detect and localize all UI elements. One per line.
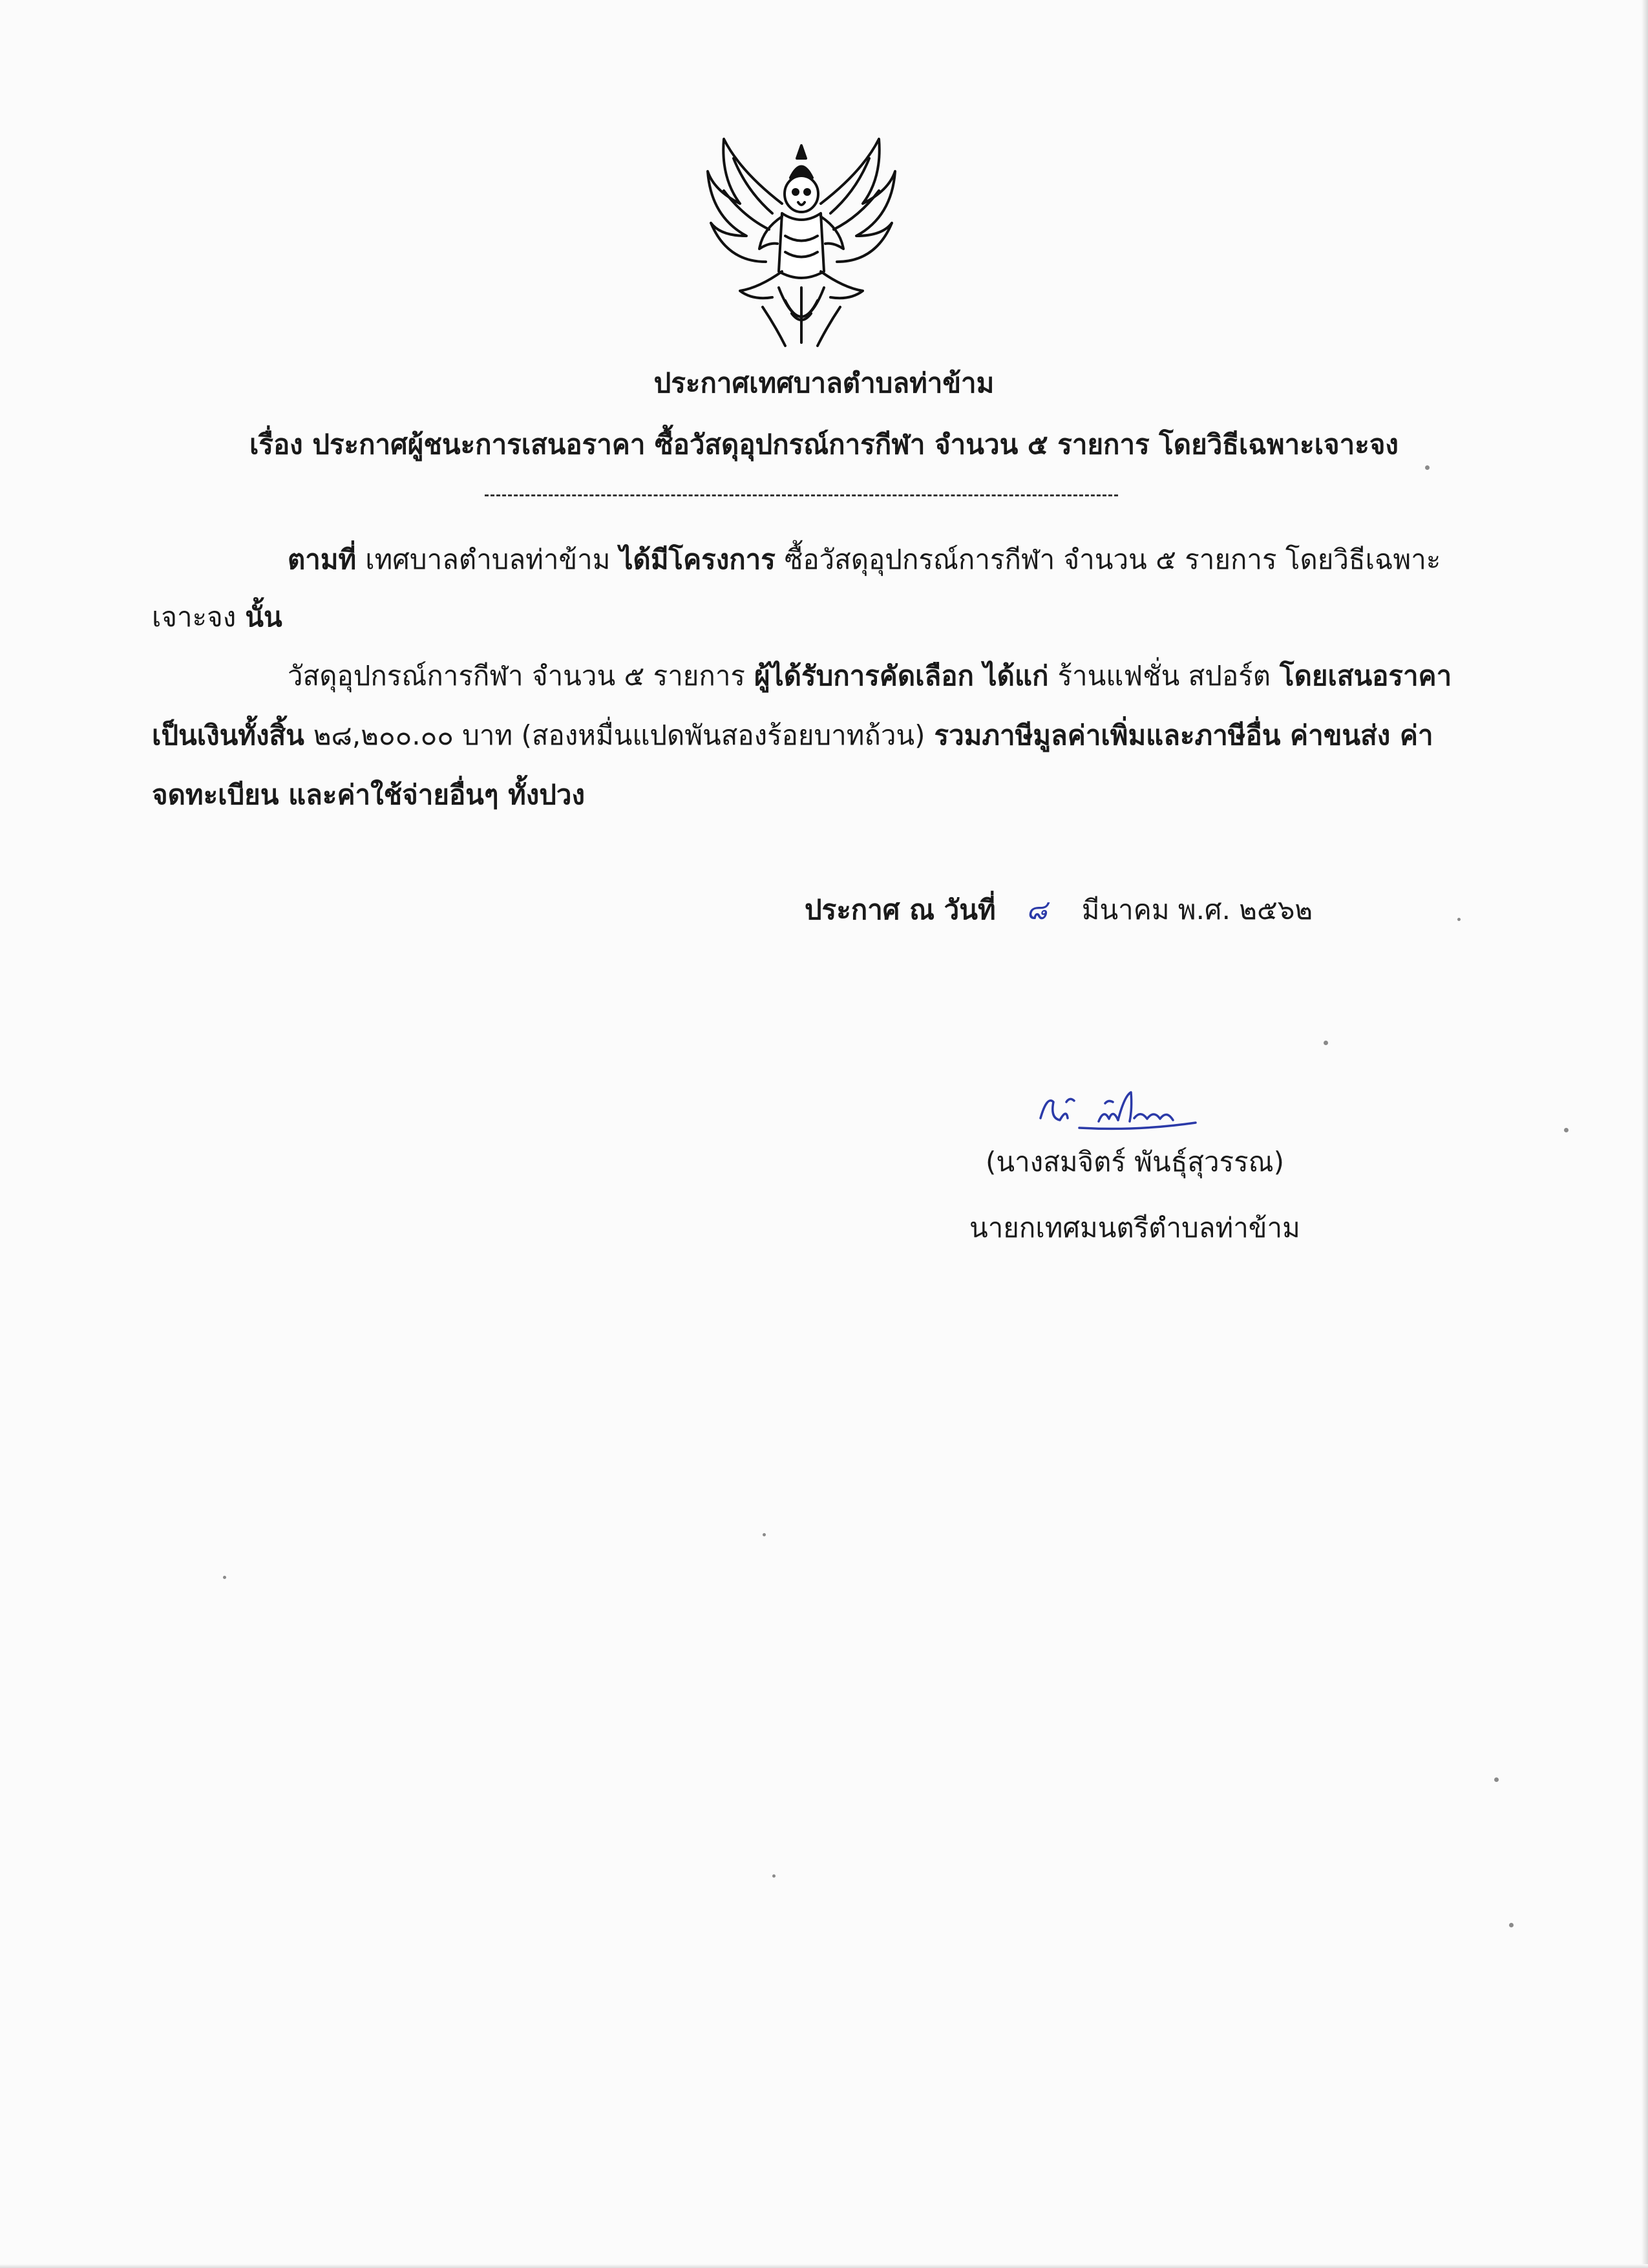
scan-speck bbox=[772, 1874, 776, 1878]
text-bold: นั้น bbox=[245, 601, 282, 633]
price-amount: ๒๘,๒๐๐.๐๐ บาท (สองหมื่นแปดพันสองร้อยบาทถ้วน) bbox=[313, 719, 925, 751]
text-bold: เป็นเงินทั้งสิ้น bbox=[152, 719, 304, 751]
text-bold: ตามที่ bbox=[288, 544, 357, 575]
scan-edge-bottom bbox=[0, 2264, 1648, 2268]
scan-speck bbox=[1564, 1128, 1569, 1132]
text: เทศบาลตำบลท่าข้าม bbox=[365, 544, 611, 575]
announcement-date bbox=[805, 892, 1313, 928]
text-bold: ผู้ได้รับการคัดเลือก ได้แก่ bbox=[754, 660, 1049, 692]
paragraph-2-line-1 bbox=[288, 658, 1452, 694]
scan-edge bbox=[1642, 0, 1648, 2268]
text: ซื้อวัสดุอุปกรณ์การกีฬา จำนวน ๕ รายการ โดยวิธีเฉพาะ bbox=[784, 544, 1441, 575]
text-bold: ได้มีโครงการ bbox=[619, 544, 776, 575]
scan-speck bbox=[1509, 1923, 1514, 1927]
winner-name: ร้านแฟชั่น สปอร์ต bbox=[1057, 660, 1271, 692]
scan-speck bbox=[1425, 465, 1430, 470]
scan-speck bbox=[1457, 918, 1461, 921]
text: เจาะจง bbox=[152, 601, 237, 633]
date-day: ๘ bbox=[1026, 894, 1048, 926]
scan-speck bbox=[1324, 1041, 1328, 1045]
paragraph-2-line-3: จดทะเบียน และค่าใช้จ่ายอื่นๆ ทั้งปวง bbox=[152, 779, 586, 811]
signer-title: นายกเทศมนตรีตำบลท่าข้าม bbox=[969, 1212, 1300, 1244]
divider bbox=[485, 494, 1118, 496]
scan-speck bbox=[763, 1533, 766, 1536]
date-label: ประกาศ ณ วันที่ bbox=[805, 894, 996, 926]
page-title: ประกาศเทศบาลตำบลท่าข้าม bbox=[653, 367, 995, 399]
signature-icon bbox=[1028, 1083, 1221, 1141]
scan-speck bbox=[223, 1576, 226, 1579]
paragraph-1-line-2 bbox=[152, 599, 282, 635]
date-month-year: มีนาคม พ.ศ. ๒๕๖๒ bbox=[1081, 894, 1313, 926]
signer-name: (นางสมจิตร์ พันธุ์สุวรรณ) bbox=[986, 1146, 1285, 1178]
scan-speck bbox=[1494, 1777, 1499, 1782]
garuda-emblem-icon bbox=[695, 132, 908, 362]
text-bold: รวมภาษีมูลค่าเพิ่มและภาษีอื่น ค่าขนส่ง ค่า bbox=[934, 719, 1433, 751]
text: วัสดุอุปกรณ์การกีฬา จำนวน ๕ รายการ bbox=[288, 660, 745, 692]
page-subject: เรื่อง ประกาศผู้ชนะการเสนอราคา ซื้อวัสดุอุปกรณ์การกีฬา จำนวน ๕ รายการ โดยวิธีเฉพาะเจาะจง bbox=[249, 429, 1399, 460]
paragraph-2-line-2 bbox=[152, 717, 1433, 754]
text-bold: โดยเสนอราคา bbox=[1280, 660, 1452, 692]
paragraph-1-line-1 bbox=[288, 542, 1441, 578]
